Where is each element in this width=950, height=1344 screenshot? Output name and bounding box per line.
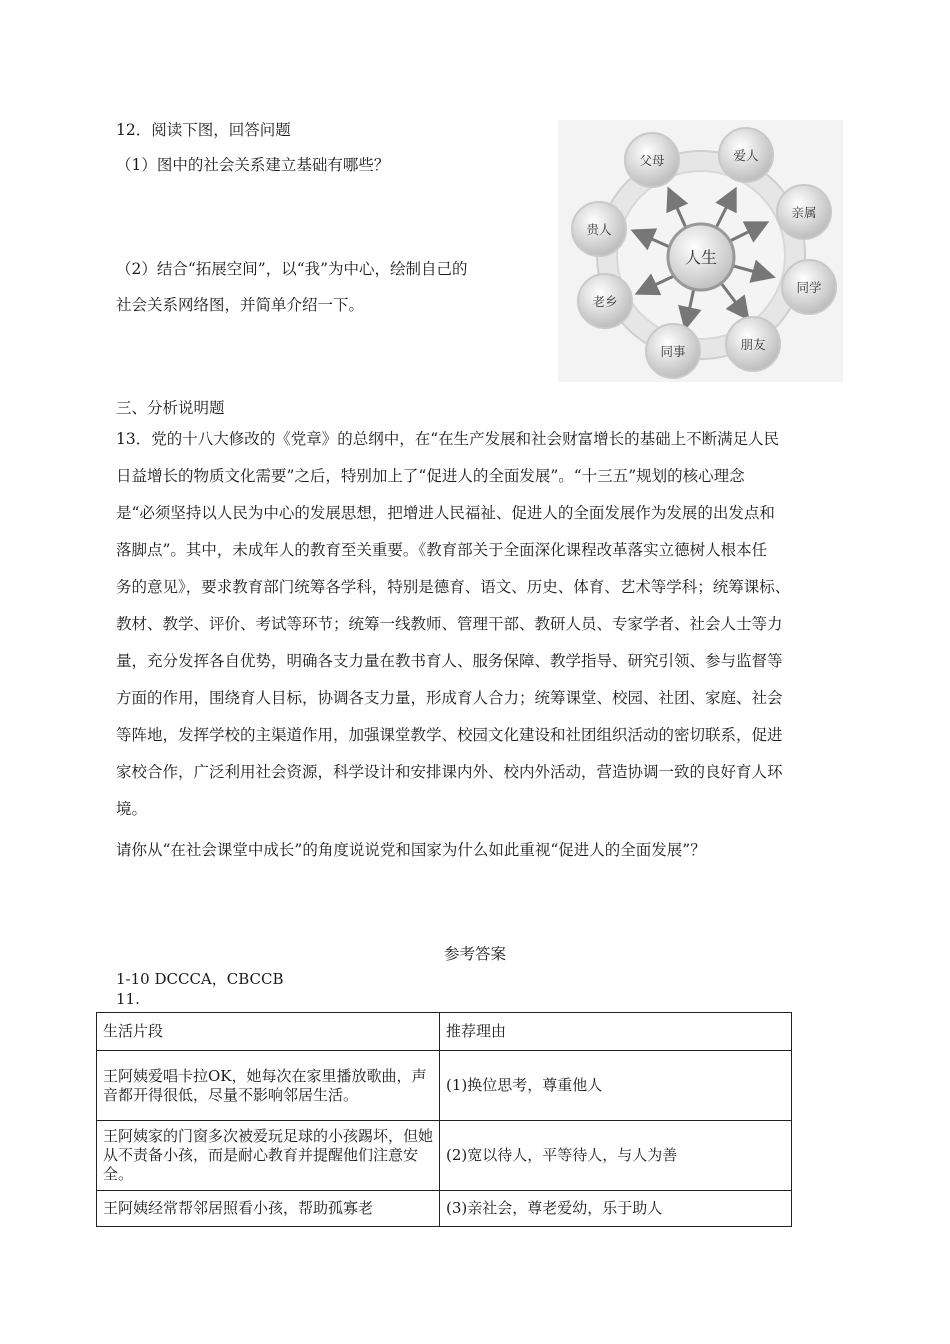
q13-question: 请你从“在社会课堂中成长”的角度说说党和国家为什么如此重视“促进人的全面发展”？ [116,841,706,859]
table-cell: (2)宽以待人，平等待人，与人为善 [440,1121,792,1191]
q13-line: 教材、教学、评价、考试等环节；统筹一线教师、管理干部、教研人员、专家学者、社会人士等力 [116,615,783,633]
q13-line: 是“必须坚持以人民为中心的发展思想，把增进人民福祉、促进人的全面发展作为发展的出发点和 [116,504,775,522]
q13-line: 等阵地，发挥学校的主渠道作用，加强课堂教学、校园文化建设和社团组织活动的密切联系，促进 [116,726,783,744]
answers-line-11: 11. [116,990,140,1008]
node-label-benefactor: 贵人 [586,222,612,237]
node-label-friends: 朋友 [740,337,766,352]
social-relations-diagram [558,120,843,382]
table-row [97,1051,792,1121]
q13-line: 量，充分发挥各自优势，明确各支力量在教书育人、服务保障、教学指导、研究引领、参与监督等 [116,652,783,670]
table-header: 生活片段 [97,1013,440,1051]
table-cell: (3)亲社会，尊老爱幼，乐于助人 [440,1191,792,1227]
answer-table [96,1012,792,1227]
node-label-parents: 父母 [639,153,665,168]
center-label: 人生 [684,248,718,267]
q13-line: 境。 [116,800,148,818]
table-header-row [97,1013,792,1051]
table-header: 推荐理由 [440,1013,792,1051]
q13-line: 家校合作，广泛利用社会资源，科学设计和安排课内外、校内外活动，营造协调一致的良好育人环 [116,763,783,781]
node-label-relatives: 亲属 [791,205,817,220]
node-label-classmates: 同学 [796,280,822,295]
table-cell: 王阿姨经常帮邻居照看小孩，帮助孤寡老 [97,1191,440,1227]
q13-line: 务的意见》，要求教育部门统筹各学科，特别是德育、语文、历史、体育、艺术等学科；统筹课标、 [116,578,791,596]
table-cell: 王阿姨家的门窗多次被爱玩足球的小孩踢坏，但她从不责备小孩，而是耐心教育并提醒他们注意安全。 [97,1121,440,1191]
table-row [97,1121,792,1191]
table-cell: 王阿姨爱唱卡拉OK，她每次在家里播放歌曲，声音都开得很低，尽量不影响邻居生活。 [97,1051,440,1121]
q13-line: 方面的作用，围绕育人目标，协调各支力量，形成育人合力；统筹课堂、校园、社团、家庭、社会 [116,689,783,707]
q12-sub2-line2: 社会关系网络图，并简单介绍一下。 [116,296,365,314]
q13-line: 日益增长的物质文化需要”之后，特别加上了“促进人的全面发展”。“十三五”规划的核心理念 [116,467,745,485]
answers-title: 参考答案 [443,945,506,963]
answers-line-1-10: 1-10 DCCCA，CBCCB [116,970,284,988]
table-row [97,1191,792,1227]
q12-title: 12．阅读下图，回答问题 [116,121,291,139]
node-label-colleagues: 同事 [660,344,686,359]
q13-line: 13．党的十八大修改的《党章》的总纲中，在“在生产发展和社会财富增长的基础上不断满足人民 [116,430,780,448]
q12-sub1: （1）图中的社会关系建立基础有哪些？ [116,156,390,174]
q13-line: 落脚点”。其中，未成年人的教育至关重要。《教育部关于全面深化课程改革落实立德树人根本任 [116,541,768,559]
node-label-hometown: 老乡 [592,294,618,309]
q13-paragraph [116,421,856,828]
table-cell: (1)换位思考，尊重他人 [440,1051,792,1121]
section-3-heading: 三、分析说明题 [116,399,225,417]
q12-sub2-line1: （2）结合“拓展空间”，以“我”为中心，绘制自己的 [116,260,468,278]
node-label-partner: 爱人 [733,148,759,163]
